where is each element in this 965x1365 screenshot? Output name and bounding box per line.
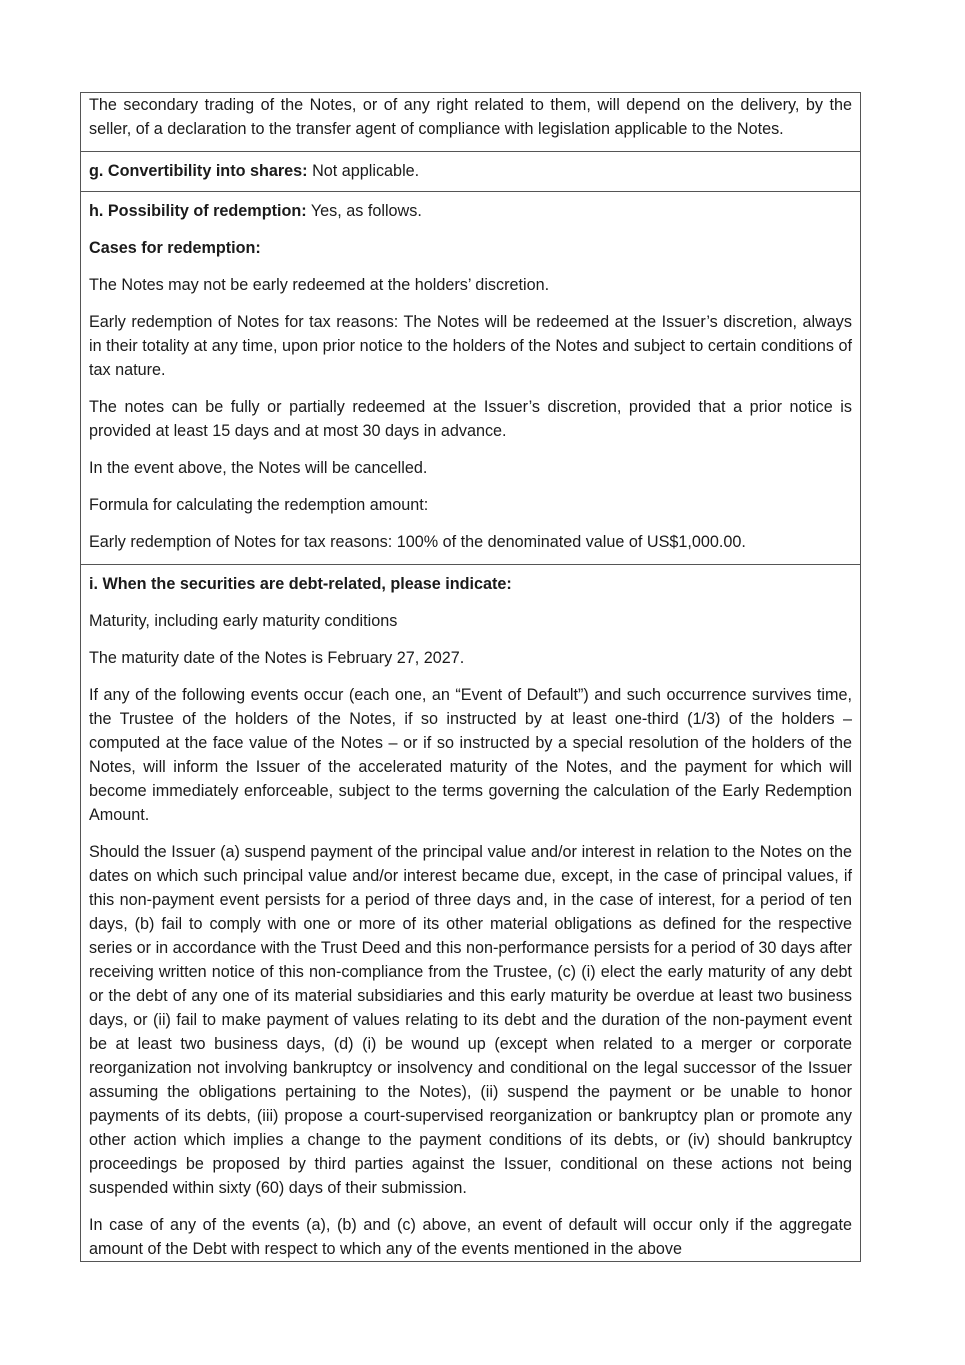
debt-heading: i. When the securities are debt-related, please indicate: <box>89 575 512 593</box>
redemption-p1: The Notes may not be early redeemed at the holders’ discretion. <box>89 276 550 294</box>
debt-p3: If any of the following events occur (each one, an “Event of Default”) and such occurrence survives time, the Trustee of the holders of the Notes, if so instructed by at least one-third (1/3) of the holders – computed at the face value of the Notes – or if so instructed by a special resolution of the holders of the Notes, will inform the Issuer of the accelerated maturity of the Notes, and the payment for which will become immediately enforceable, subject to the terms governing the calculation of the Early Redemption Amount. <box>89 686 852 824</box>
redemption-paragraph <box>89 199 852 223</box>
debt-cell <box>81 565 860 1262</box>
convertibility-value: Not applicable. <box>307 162 420 180</box>
debt-p2: The maturity date of the Notes is February 27, 2027. <box>89 649 465 667</box>
convertibility-paragraph <box>89 159 852 183</box>
debt-p5: In case of any of the events (a), (b) and (c) above, an event of default will occur only if the aggregate amount of the Debt with respect to which any of the events mentioned in the above <box>89 1216 852 1258</box>
redemption-p4: In the event above, the Notes will be cancelled. <box>89 459 428 477</box>
trading-cell <box>81 93 860 152</box>
trading-text: The secondary trading of the Notes, or of any right related to them, will depend on the delivery, by the seller, of a declaration to the transfer agent of compliance with legislation applicable to the Notes. <box>89 96 852 138</box>
cases-heading: Cases for redemption: <box>89 239 261 257</box>
redemption-p6: Early redemption of Notes for tax reasons: 100% of the denominated value of US$1,000.00. <box>89 533 746 551</box>
redemption-label: h. Possibility of redemption: <box>89 202 307 220</box>
debt-p4: Should the Issuer (a) suspend payment of the principal value and/or interest in relation to the Notes on the dates on which such principal value and/or interest became due, except, in the case of principal values, if this non-payment event persists for a period of three days and, in the case of interest, for a period of ten days, (b) fail to comply with one or more of its other material obligations as defined for the respective series or in accordance with the Trust Deed and this non-performance persists for a period of 30 days after receiving written notice of this non-compliance from the Trustee, (c) (i) elect the early maturity of any debt or the debt of any one of its material subsidiaries and this early maturity be overdue at least two business days, or (ii) fail to make payment of values relating to its debt and the duration of the non-payment event be at least two business days, (d) (i) be wound up (except when related to a merger or corporate reorganization not involving bankruptcy or insolvency and conditional on the legal successor of the Issuer assuming the obligations pertaining to the Notes), (ii) suspend the payment or be unable to honor payments of its debts, (iii) propose a court-supervised reorganization or bankruptcy plan or promote any other action which implies a change to the payment conditions of its debts, or (iv) should bankruptcy proceedings be proposed by third parties against the Issuer, conditional on these actions not being suspended within sixty (60) days of their submission. <box>89 843 853 1197</box>
convertibility-label: g. Convertibility into shares: <box>89 162 308 180</box>
redemption-cell <box>81 192 860 565</box>
convertibility-cell <box>81 152 860 192</box>
redemption-value: Yes, as follows. <box>306 202 422 220</box>
debt-p1: Maturity, including early maturity conditions <box>89 612 398 630</box>
redemption-p3: The notes can be fully or partially redeemed at the Issuer’s discretion, provided that a prior notice is provided at least 15 days and at most 30 days in advance. <box>89 398 852 440</box>
redemption-p2: Early redemption of Notes for tax reasons: The Notes will be redeemed at the Issuer’s discretion, always in their totality at any time, upon prior notice to the holders of the Notes and subject to certain conditions of tax nature. <box>89 313 852 379</box>
document-table <box>80 92 861 1262</box>
redemption-p5: Formula for calculating the redemption amount: <box>89 496 429 514</box>
